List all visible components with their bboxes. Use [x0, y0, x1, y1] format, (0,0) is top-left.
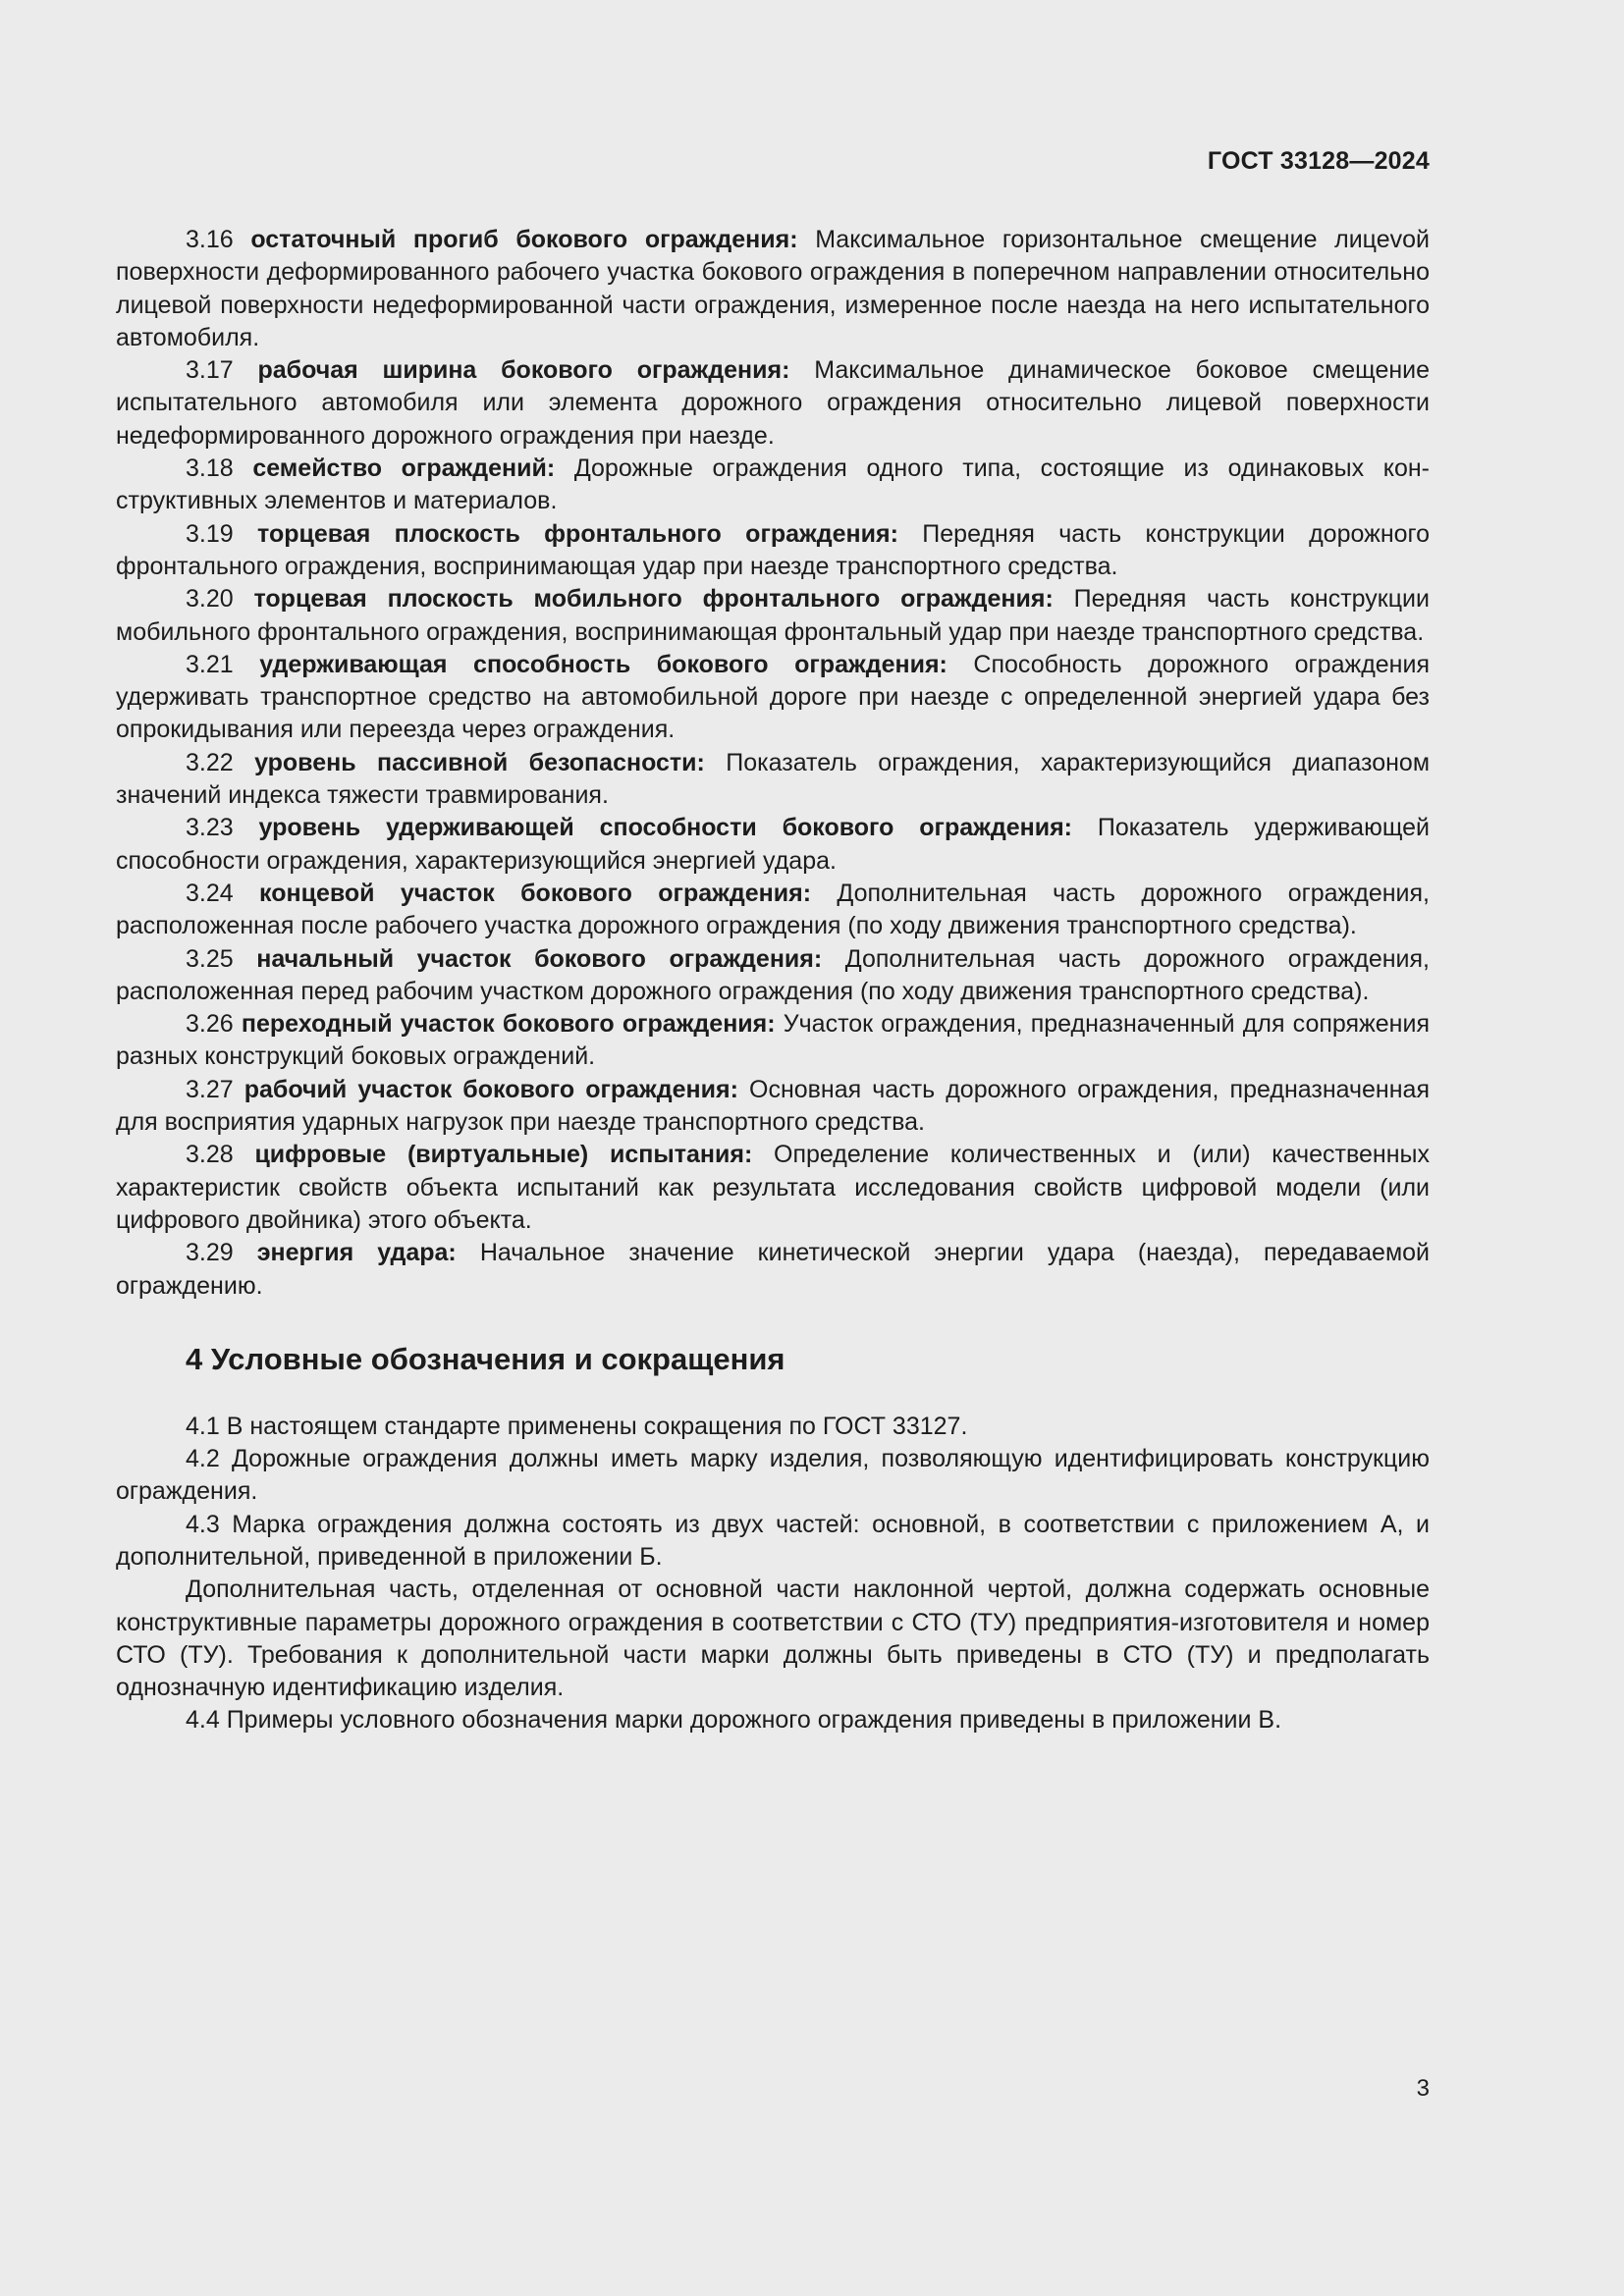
definition-text: Дополнительная часть дорожного ограждения, расположенная после рабочего участка дорожного ограждения (по ходу движения транспортного средства).	[116, 879, 1430, 940]
definition-3-28	[116, 1139, 1430, 1237]
definition-3-27	[116, 1074, 1430, 1140]
document-page	[116, 0, 1430, 2296]
definition-number: 3.25	[186, 944, 234, 973]
definition-term: остаточный прогиб бокового ограждения:	[250, 226, 798, 253]
definition-3-21	[116, 649, 1430, 747]
definition-3-17	[116, 354, 1430, 453]
definition-number: 3.22	[186, 748, 234, 776]
definition-text: Дополнительная часть дорожного ограждения, расположенная перед рабочим участком дорожного ограждения (по ходу движения транспортного средства).	[116, 944, 1430, 1005]
definition-term: уровень удерживающей способности бокового ограждения:	[258, 814, 1073, 842]
definition-number: 3.16	[186, 226, 234, 253]
definition-text: Максимальное горизонтальное смещение лицеvой поверхности деформированного рабочего участка бокового ограждения в поперечном направлении относительно лицевой поверхности недеформированной части ограждения, измеренное после наезда на него испытательного автомобиля.	[116, 226, 1430, 351]
definition-number: 3.26	[186, 1010, 234, 1039]
definition-3-29	[116, 1237, 1430, 1303]
definition-text: Максимальное динамическое боковое смещение испытательного автомобиля или элемента дорожного ограждения относительно лицевой поверхности недеформированного дорожного ограждения при наезде.	[116, 356, 1431, 450]
definition-term: удерживающая способность бокового ограждения:	[259, 650, 947, 678]
definition-number: 3.18	[186, 454, 234, 483]
definition-term: начальный участок бокового ограждения:	[256, 944, 823, 973]
definition-3-18	[116, 453, 1430, 518]
definition-term: рабочая ширина бокового ограждения:	[257, 356, 790, 385]
definition-term: переходный участок бокового ограждения:	[241, 1010, 776, 1039]
definition-term: концевой участок бокового ограждения:	[259, 879, 812, 907]
definition-number: 3.17	[186, 356, 234, 385]
definition-3-25	[116, 943, 1430, 1009]
definition-text: Передняя часть конструкции дорожного фронтального ограждения, воспринимающая удар при наезде транспортного средства.	[116, 519, 1431, 580]
definition-text: Начальное значение кинетической энергии удара (наезда), передаваемой ограждению.	[116, 1239, 1431, 1300]
section-4-heading: 4 Условные обозначения и сокращения	[186, 1341, 785, 1376]
definition-text: Передняя часть конструкции мобильного фронтального ограждения, воспринимающая фронтальный удар при наезде транспортного средства.	[116, 585, 1430, 646]
definition-term: торцевая плоскость мобильного фронтального ограждения:	[253, 585, 1054, 614]
definition-term: уровень пассивной безопасности:	[254, 748, 705, 776]
section-4-paragraph-4-3: 4.3 Марка ограждения должна состоять из двух частей: основной, в соответствии с приложением А, и дополнительной, приведенной в приложении Б.	[116, 1510, 1430, 1571]
definition-number: 3.24	[186, 879, 234, 907]
definition-term: энергия удара:	[256, 1239, 457, 1267]
section-4-paragraph-4-4: 4.4 Примеры условного обозначения марки дорожного ограждения приведены в приложении В.	[186, 1706, 1282, 1735]
standard-header: ГОСТ 33128—2024	[1207, 147, 1430, 175]
definition-3-16	[116, 224, 1430, 354]
definition-3-23	[116, 812, 1430, 878]
definition-number: 3.23	[186, 814, 234, 842]
page-content	[116, 224, 1430, 1737]
definition-number: 3.20	[186, 585, 234, 614]
definition-3-22	[116, 747, 1430, 813]
definition-text: Дорожные ограждения одного типа, состоящие из одинаковых конструктивных элементов и материалов.	[116, 454, 1430, 515]
definition-text: Участок ограждения, предназначенный для сопряжения разных конструкций боковых ограждений.	[116, 1010, 1430, 1071]
definition-text: Основная часть дорожного ограждения, предназначенная для восприятия ударных нагрузок при наезде транспортного средства.	[116, 1075, 1430, 1137]
section-4-paragraph-4-1: 4.1 В настоящем стандарте применены сокращения по ГОСТ 33127.	[186, 1412, 968, 1440]
definition-text: Показатель удерживающей способности ограждения, характеризующийся энергией удара.	[116, 814, 1430, 875]
definition-3-19	[116, 518, 1430, 584]
definition-term: семейство ограждений:	[252, 454, 556, 483]
definition-term: рабочий участок бокового ограждения:	[244, 1075, 738, 1103]
definition-3-26	[116, 1008, 1430, 1074]
definition-number: 3.21	[186, 650, 234, 678]
definition-number: 3.19	[186, 519, 234, 548]
section-4-paragraph-4-2: 4.2 Дорожные ограждения должны иметь марку изделия, позволяющую идентифицировать конструкцию ограждения.	[116, 1445, 1430, 1506]
definition-term: торцевая плоскость фронтального ограждения:	[257, 519, 898, 548]
definition-number: 3.28	[186, 1141, 234, 1169]
definition-number: 3.27	[186, 1075, 234, 1103]
definition-number: 3.29	[186, 1239, 234, 1267]
definition-term: цифровые (виртуальные) испытания:	[254, 1141, 753, 1169]
section-4-paragraph-4-3-continued: Дополнительная часть, отделенная от основной части наклонной чертой, должна содержать основные конструктивные параметры дорожного ограждения в соответствии с СТО (ТУ) предприятия-изготовителя и номер СТО (ТУ). Требования к дополнительной части марки должны быть приведены в СТО (ТУ) и предполагать однозначную идентификацию изделия.	[116, 1575, 1430, 1702]
definition-text: Способность дорожного ограждения удерживать транспортное средство на автомобильной дороге при наезде с определенной энергией удара без опрокидывания или переезда через ограждения.	[116, 650, 1430, 744]
page-number: 3	[1416, 2075, 1430, 2102]
definition-text: Определение количественных и (или) качественных характеристик свойств объекта испытаний как результата исследования свойств цифровой модели (или цифрового двойника) этого объекта.	[116, 1141, 1430, 1234]
definition-3-20	[116, 583, 1430, 649]
definition-text: Показатель ограждения, характеризующийся диапазоном значений индекса тяжести травмирования.	[116, 748, 1431, 810]
definition-3-24	[116, 878, 1430, 943]
